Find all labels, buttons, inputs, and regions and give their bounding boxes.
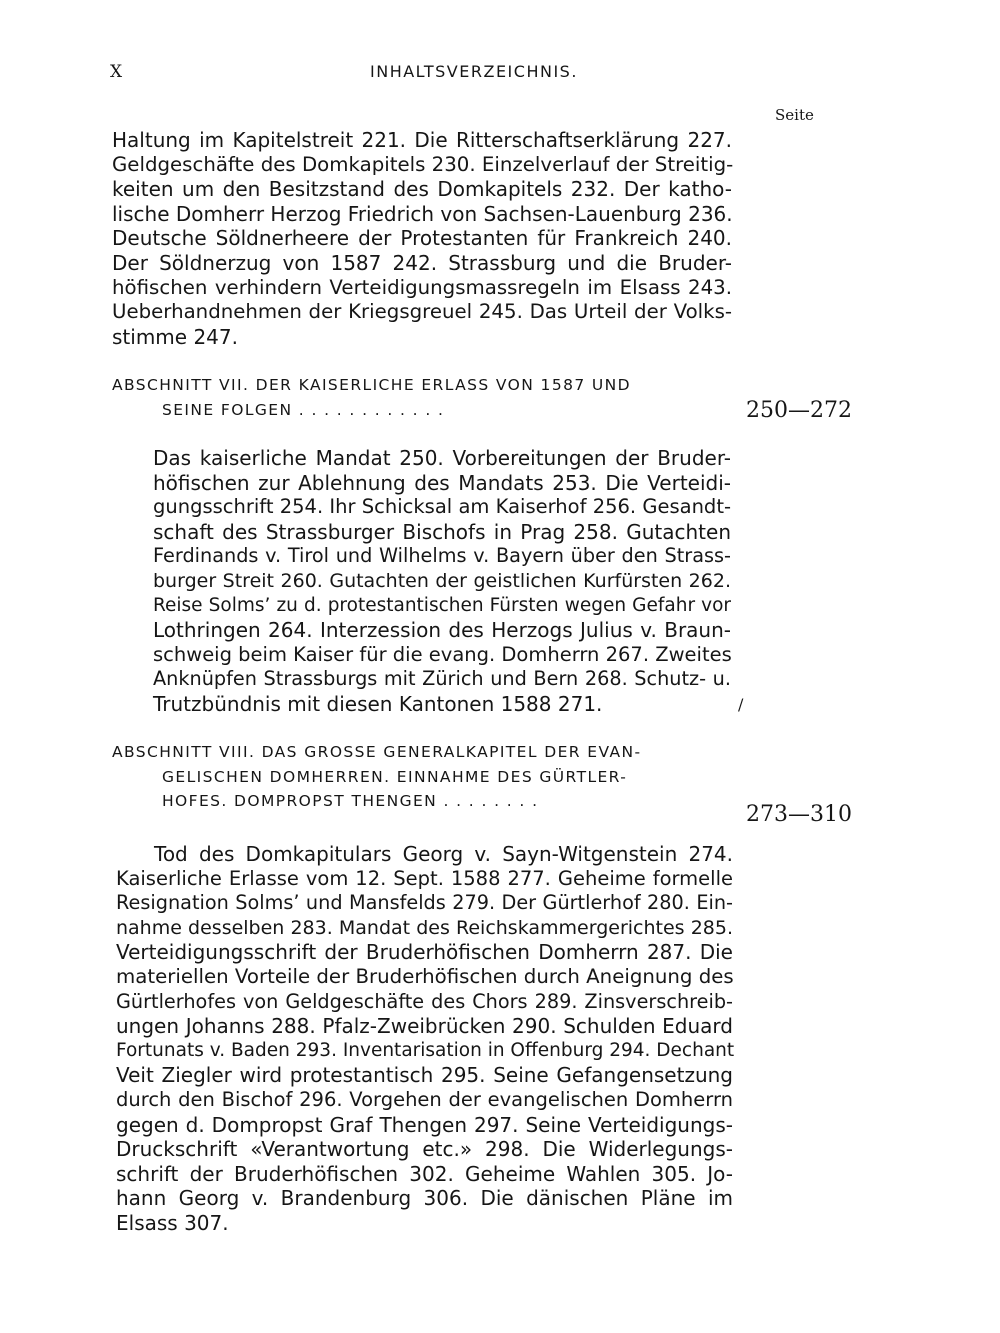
section-7-summary (153, 446, 731, 717)
intro-line: stimme 247. (112, 324, 238, 349)
summary-line: gungsschrift 254. Ihr Schicksal am Kaiserhof 256. Gesandt- (153, 495, 731, 519)
summary-line: Lothringen 264. Interzession des Herzogs Julius v. Braun- (153, 618, 731, 643)
summary-line: Anknüpfen Strassburgs mit Zürich und Bern 268. Schutz- u. (153, 667, 731, 691)
intro-line: Ueberhandnehmen der Kriegsgreuel 245. Das Urteil der Volks- (112, 300, 732, 324)
section-7-heading-line: SEINE FOLGEN . . . . . . . . . . . . (162, 400, 445, 419)
summary-line: Ferdinands v. Tirol und Wilhelms v. Bayern über den Strass- (153, 544, 731, 568)
summary-line: Tod des Domkapitulars Georg v. Sayn-Witgenstein 274. (154, 842, 733, 866)
summary-line: Gürtlerhofes von Geldgeschäfte des Chors 289. Zinsverschreib- (116, 989, 733, 1013)
intro-line: Geldgeschäfte des Domkapitels 230. Einzelverlauf der Streitig- (112, 152, 734, 176)
intro-line: Haltung im Kapitelstreit 221. Die Ritterschaftserklärung 227. (112, 128, 732, 152)
summary-line: materiellen Vorteile der Bruderhöfischen durch Aneignung des (116, 964, 734, 988)
section-8-summary (116, 842, 733, 1236)
summary-line: hann Georg v. Brandenburg 306. Die dänischen Pläne im (116, 1186, 733, 1211)
intro-line: keiten um den Besitzstand des Domkapitels 232. Der katho- (112, 177, 732, 202)
summary-line: Resignation Solms’ und Mansfelds 279. Der Gürtlerhof 280. Ein- (116, 891, 733, 915)
summary-line: höfischen zur Ablehnung des Mandats 253. Die Verteidi- (153, 470, 731, 495)
section-7-pages: 250—272 (746, 398, 852, 423)
summary-line: ungen Johanns 288. Pfalz-Zweibrücken 290. Schulden Eduard (116, 1014, 733, 1039)
section-8-heading-line: HOFES. DOMPROPST THENGEN . . . . . . . . (162, 792, 539, 811)
summary-line: Veit Ziegler wird protestantisch 295. Seine Gefangensetzung (116, 1063, 733, 1088)
seite-column-label: Seite (775, 106, 814, 124)
summary-line: gegen d. Dompropst Graf Thengen 297. Seine Verteidigungs- (116, 1112, 733, 1137)
summary-line: burger Streit 260. Gutachten der geistlichen Kurfürsten 262. (153, 569, 731, 592)
summary-line: Das kaiserliche Mandat 250. Vorbereitungen der Bruder- (153, 446, 731, 470)
summary-line: Trutzbündnis mit diesen Kantonen 1588 271. (153, 691, 603, 716)
section-7-heading (112, 373, 732, 422)
summary-line: schaft des Strassburger Bischofs in Prag 258. Gutachten (153, 519, 731, 544)
intro-line: höfischen verhindern Verteidigungsmassregeln im Elsass 243. (112, 275, 732, 299)
intro-paragraph (112, 128, 732, 349)
stray-mark: / (738, 695, 744, 714)
summary-line: Fortunats v. Baden 293. Inventarisation in Offenburg 294. Dechant (116, 1039, 735, 1061)
section-8-heading-line: ABSCHNITT VIII. DAS GROSSE GENERALKAPITEL DER EVAN- (112, 743, 642, 761)
page-number: X (110, 62, 124, 82)
summary-line: Kaiserliche Erlasse vom 12. Sept. 1588 277. Geheime formelle (116, 866, 733, 890)
intro-line: Deutsche Söldnerheere der Protestanten für Frankreich 240. (112, 226, 732, 251)
summary-line: schweig beim Kaiser für die evang. Domherrn 267. Zweites (153, 642, 732, 666)
section-8-pages: 273—310 (746, 802, 852, 827)
section-8-heading-line: GELISCHEN DOMHERREN. EINNAHME DES GÜRTLER- (162, 767, 628, 786)
intro-line: lische Domherr Herzog Friedrich von Sachsen-Lauenburg 236. (112, 201, 733, 226)
running-title: INHALTSVERZEICHNIS. (370, 62, 578, 81)
section-8-heading (112, 740, 732, 814)
summary-line: schrift der Bruderhöfischen 302. Geheime Wahlen 305. Jo- (116, 1161, 733, 1186)
summary-line: Druckschrift «Verantwortung etc.» 298. Die Widerlegungs- (116, 1137, 733, 1162)
summary-line: Elsass 307. (116, 1210, 229, 1235)
summary-line: nahme desselben 283. Mandat des Reichskammergerichtes 285. (116, 916, 733, 939)
summary-line: durch den Bischof 296. Vorgehen der evangelischen Domherrn (116, 1087, 733, 1111)
section-7-heading-line: ABSCHNITT VII. DER KAISERLICHE ERLASS VON 1587 UND (112, 376, 632, 394)
summary-line: Verteidigungsschrift der Bruderhöfischen Domherrn 287. Die (116, 940, 733, 965)
summary-line: Reise Solms’ zu d. protestantischen Fürsten wegen Gefahr vor (153, 594, 731, 616)
intro-line: Der Söldnerzug von 1587 242. Strassburg und die Bruder- (112, 250, 732, 275)
